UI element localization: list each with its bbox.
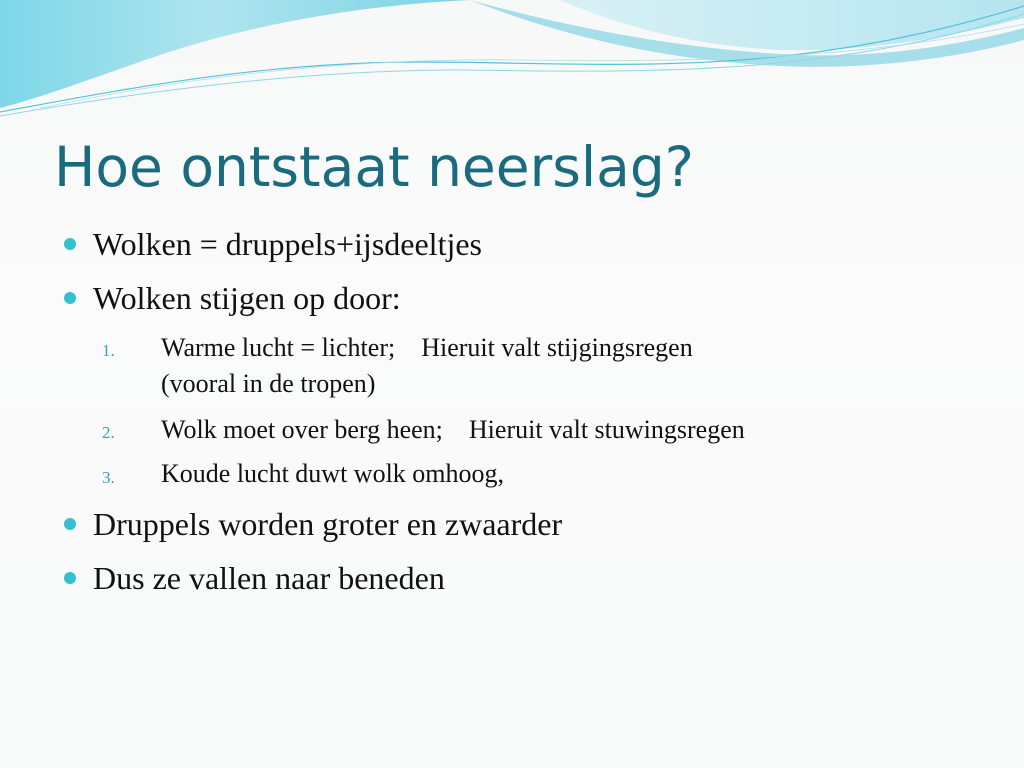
wave-left-shape xyxy=(0,0,470,108)
bullet-dot xyxy=(64,238,76,250)
bullet-dot xyxy=(64,572,76,584)
numbered-item-2 xyxy=(161,412,745,448)
wave-header-decoration xyxy=(0,0,1024,130)
list-number-2: 2. xyxy=(102,423,115,442)
bullet-item-3: Druppels worden groter en zwaarder xyxy=(93,506,563,542)
bullet-item-1: Wolken = druppels+ijsdeeltjes xyxy=(93,226,482,262)
numbered-item-1-extra: Hieruit valt stijgingsregen xyxy=(421,333,693,362)
numbered-item-1 xyxy=(161,330,693,366)
bullet-item-4: Dus ze vallen naar beneden xyxy=(93,560,445,596)
numbered-item-1-line2: (vooral in de tropen) xyxy=(161,369,376,398)
bullet-dot xyxy=(64,292,76,304)
list-number-3: 3. xyxy=(102,468,115,487)
numbered-item-1-text: Warme lucht = lichter; xyxy=(161,333,396,362)
slide-title: Hoe ontstaat neerslag? xyxy=(54,135,694,199)
numbered-item-2-text: Wolk moet over berg heen; xyxy=(161,415,443,444)
list-number-1: 1. xyxy=(102,341,115,360)
bullet-item-2: Wolken stijgen op door: xyxy=(93,280,401,316)
bullet-dot xyxy=(64,518,76,530)
numbered-item-3: Koude lucht duwt wolk omhoog, xyxy=(161,459,505,488)
numbered-item-2-extra: Hieruit valt stuwingsregen xyxy=(468,415,745,444)
